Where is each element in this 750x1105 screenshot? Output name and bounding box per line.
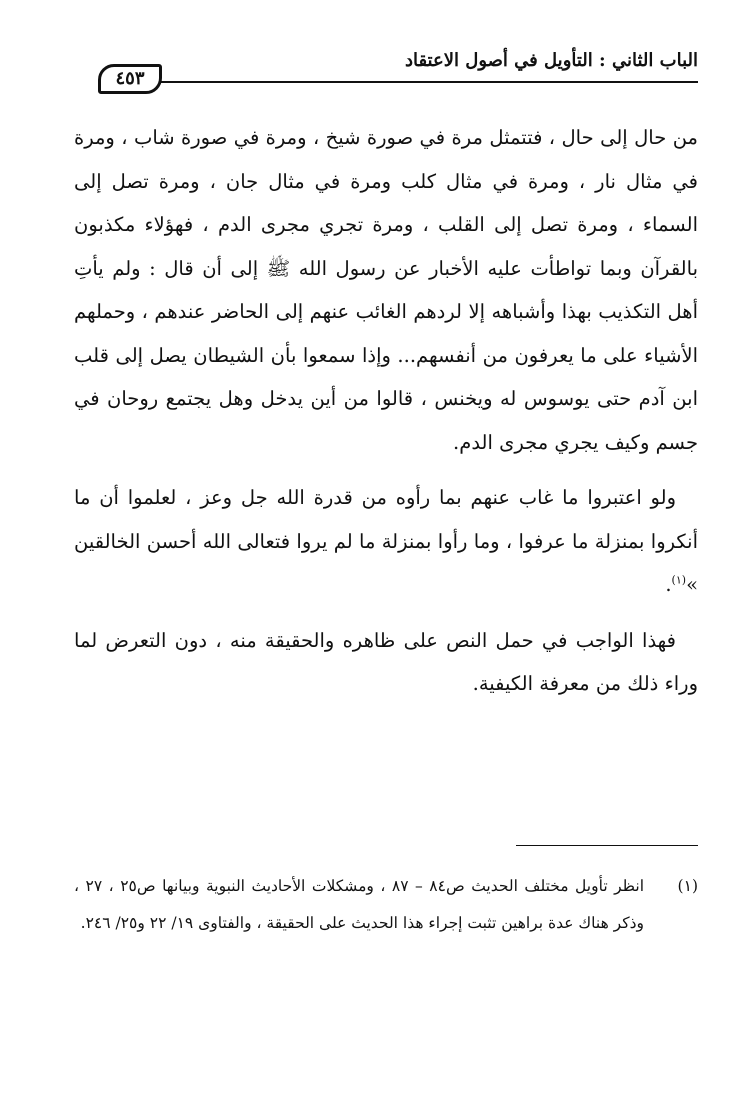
paragraph-2 xyxy=(74,476,698,607)
paragraph-1: من حال إلى حال ، فتتمثل مرة في صورة شيخ ، ومرة في صورة شاب ، ومرة في مثال نار ، ومرة في مثال كلب ومرة في مثال جان ، ومرة تصل إلى السماء ، ومرة تصل إلى القلب ، ومرة تجري مجرى الدم ، فهؤلاء مكذبون بالقرآن وبما تواطأت عليه الأخبار عن رسول الله ﷺ إلى أن قال : ولم يأتِ أهل التكذيب بهذا وأشباهه إلا لردهم الغائب عنهم إلى الحاضر عندهم ، وحملهم الأشياء على ما يعرفون من أنفسهم... وإذا سمعوا بأن الشيطان يصل إلى قلب ابن آدم حتى يوسوس له ويخنس ، قالوا من أين يدخل وهل يجتمع روحان في جسم وكيف يجري مجرى الدم. xyxy=(74,126,698,454)
footnote-number: (١) xyxy=(677,877,698,895)
page-number-badge: ٤٥٣ xyxy=(98,64,162,94)
paragraph-3: فهذا الواجب في حمل النص على ظاهره والحقيقة منه ، دون التعرض لما وراء ذلك من معرفة الكيفية. xyxy=(74,628,698,695)
footnote-text: انظر تأويل مختلف الحديث ص٨٤ – ٨٧ ، ومشكلات الأحاديث النبوية وبيانها ص٢٥ ، ٢٧ ، وذكر هناك عدة براهين تثبت إجراء هذا الحديث على الحقيقة ، والفتاوى ١٩/ ٢٢ و٢٥/ ٢٤٦. xyxy=(74,877,645,932)
footnote xyxy=(74,868,698,942)
paragraph-2-end: . xyxy=(665,573,672,596)
paragraph-2-text: ولو اعتبروا ما غاب عنهم بما رأوه من قدرة الله جل وعز ، لعلموا أن ما أنكروا بمنزلة ما عرفوا ، وما رأوا بمنزلة ما لم يروا فتعالى الله أحسن الخالقين » xyxy=(74,486,698,596)
chapter-title: الباب الثاني : التأويل في أصول الاعتقاد xyxy=(404,50,698,71)
footnote-separator xyxy=(516,845,698,846)
main-text xyxy=(74,116,698,706)
header-rule xyxy=(160,81,698,83)
footnote-reference: (١) xyxy=(671,573,687,587)
page-header xyxy=(98,48,698,90)
